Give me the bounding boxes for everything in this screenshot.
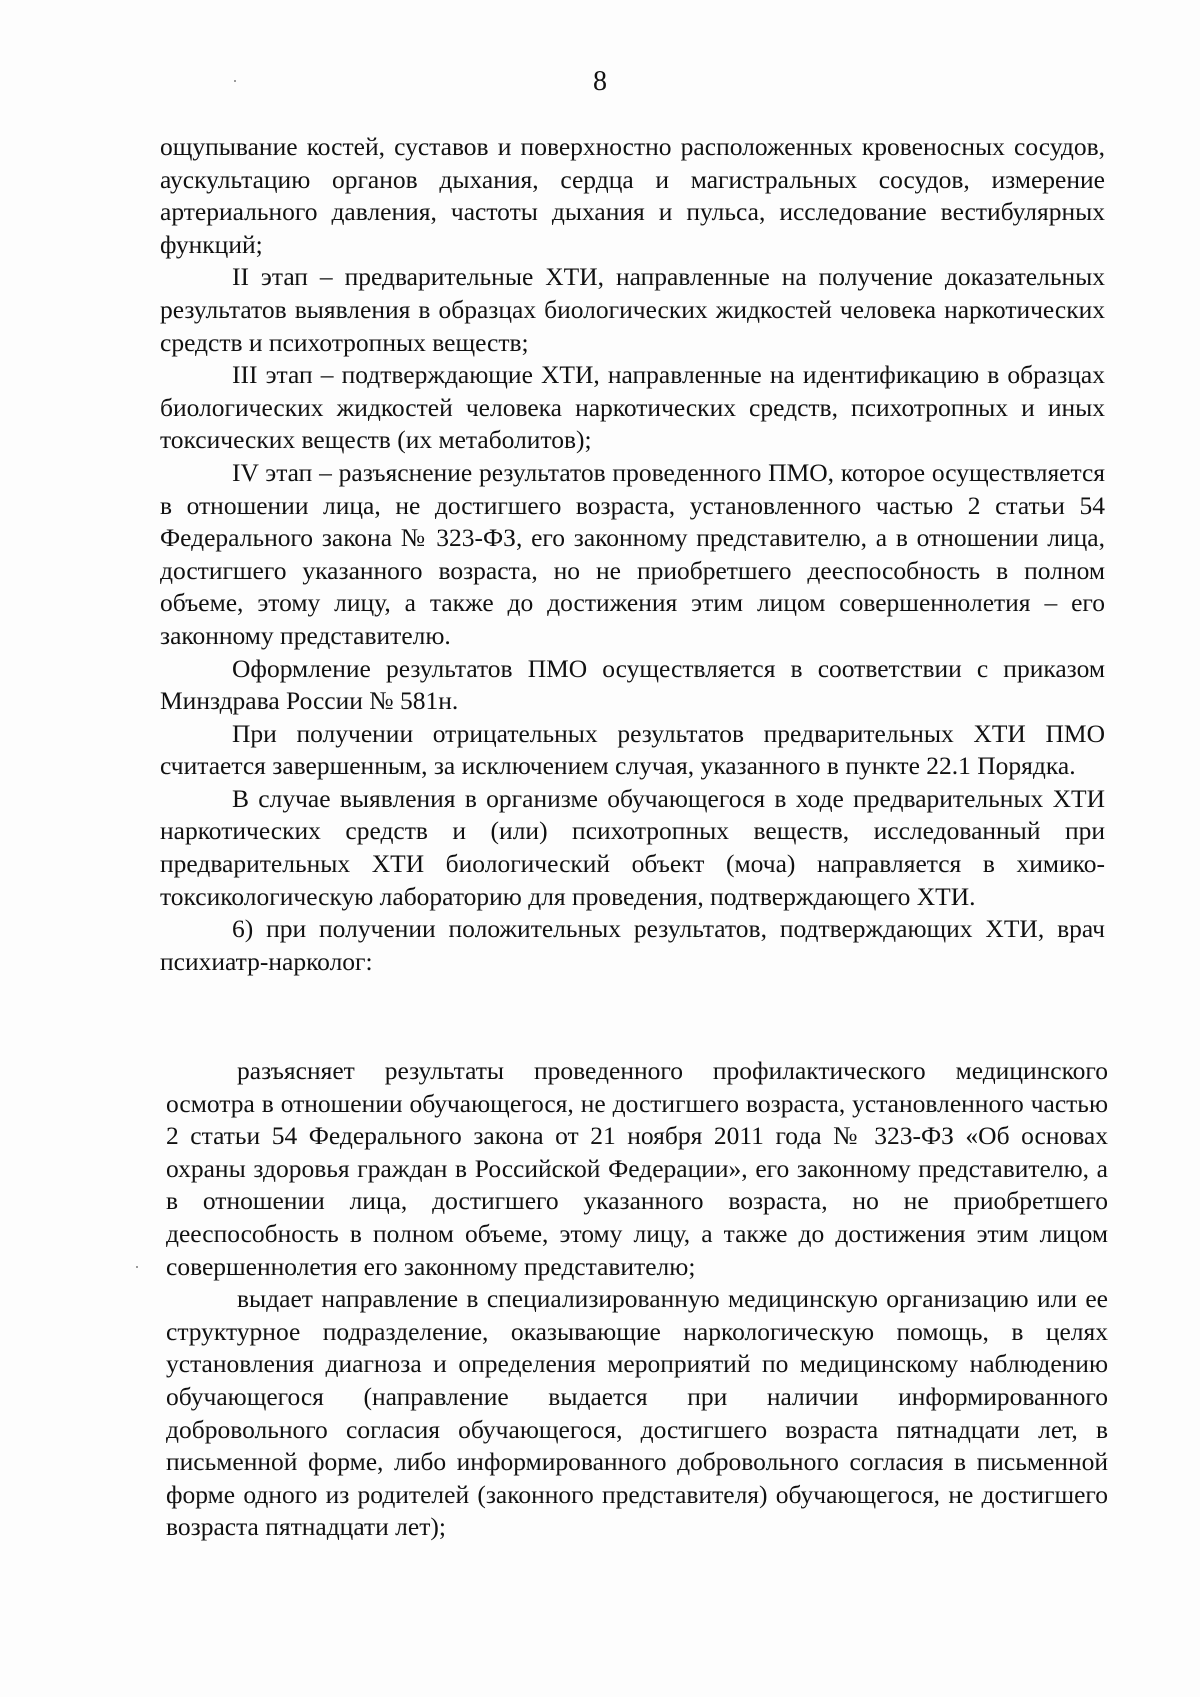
paragraph-stage-2: II этап – предварительные ХТИ, направленные на получение доказательных результатов выявления в образцах биологических жидкостей человека наркотических средств и психотропных веществ;: [160, 262, 1105, 357]
scan-speck: [234, 80, 236, 82]
paragraph-explains-results: разъясняет результаты проведенного профилактического медицинского осмотра в отношении обучающегося, не достигшего возраста, установленного частью 2 статьи 54 Федерального закона от 21 ноября 2011 года № 323-ФЗ «Об основах охраны здоровья граждан в Российской Федерации», его законному представителю, а в отношении лица, достигшего указанного возраста, но не приобретшего дееспособность в полном объеме, этому лицу, а также до достижения этим лицом совершеннолетия его законному представителю;: [166, 1056, 1108, 1281]
paragraph-stage-4: IV этап – разъяснение результатов проведенного ПМО, которое осуществляется в отношении лица, не достигшего возраста, установленного частью 2 статьи 54 Федерального закона № 323-ФЗ, его законному представителю, а в отношении лица, достигшего указанного возраста, но не приобретшего дееспособность в полном объеме, этому лицу, а также до достижения этим лицом совершеннолетия – его законному представителю.: [160, 457, 1105, 650]
paragraph-issues-referral: выдает направление в специализированную медицинскую организацию или ее структурное подразделение, оказывающие наркологическую помощь, в целях установления диагноза и определения мероприятий по медицинскому наблюдению обучающегося (направление выдается при наличии информированного добровольного согласия обучающегося, достигшего возраста пятнадцати лет, в письменной форме, либо информированного добровольного согласия в письменной форме одного из родителей (законного представителя) обучающегося, не достигшего возраста пятнадцати лет);: [166, 1284, 1108, 1542]
scan-speck: [136, 1266, 138, 1268]
paragraph-item-6: 6) при получении положительных результатов, подтверждающих ХТИ, врач психиатр-нарколог:: [160, 914, 1105, 976]
paragraph-negative-results: При получении отрицательных результатов предварительных ХТИ ПМО считается завершенным, за исключением случая, указанного в пункте 22.1 Порядка.: [160, 718, 1105, 781]
paragraph-continuation: ощупывание костей, суставов и поверхностно расположенных кровеносных сосудов, аускультацию органов дыхания, сердца и магистральных сосудов, измерение артериального давления, частоты дыхания и пульса, исследование вестибулярных функций;: [160, 132, 1105, 259]
document-body-lower: [166, 1055, 1108, 1544]
paragraph-stage-3: III этап – подтверждающие ХТИ, направленные на идентификацию в образцах биологических жидкостей человека наркотических средств, психотропных и иных токсических веществ (их метаболитов);: [160, 360, 1105, 455]
document-body: [160, 131, 1105, 978]
page-number: 8: [593, 66, 607, 97]
paragraph-detection-case: В случае выявления в организме обучающегося в ходе предварительных ХТИ наркотических средств и (или) психотропных веществ, исследованный при предварительных ХТИ биологический объект (моча) направляется в химико-токсикологическую лабораторию для проведения, подтверждающего ХТИ.: [160, 783, 1105, 911]
paragraph-results-registration: Оформление результатов ПМО осуществляется в соответствии с приказом Минздрава России № 581н.: [160, 653, 1105, 716]
